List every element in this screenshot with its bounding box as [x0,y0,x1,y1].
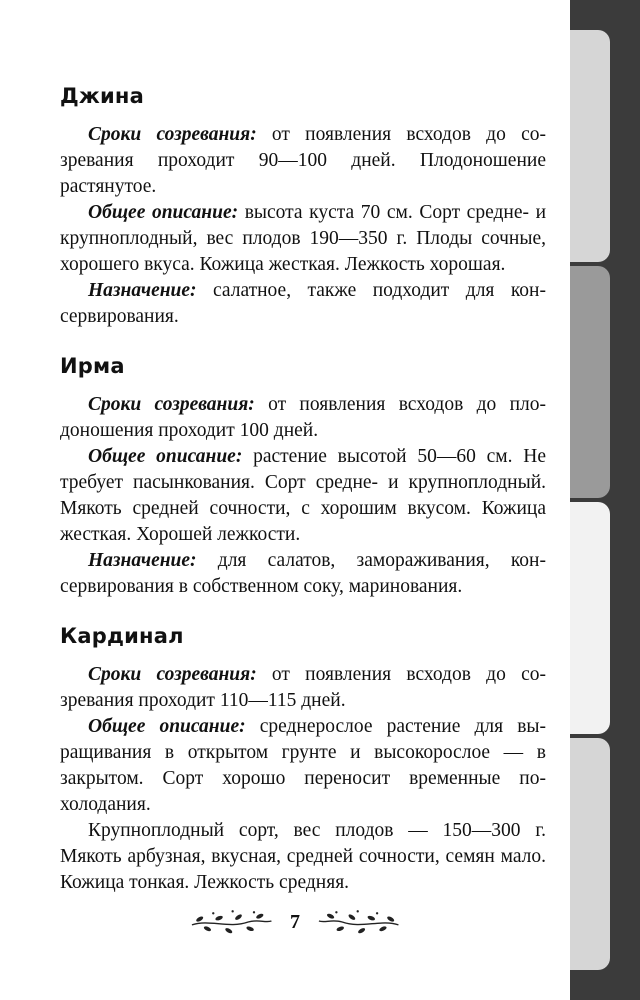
page-content [60,84,546,920]
paragraph-text: от появления всходов до созревания проходит 110—115 дней. [60,664,546,711]
paragraph-label: Назначение: [88,280,197,301]
paragraph [60,818,546,896]
section-tab-rail [570,0,640,1000]
section-tab-2[interactable] [570,266,610,498]
paragraph [60,662,546,714]
paragraph-label: Сроки созревания: [88,664,257,685]
variety-title: Кардинал [60,624,184,648]
paragraph-text: растение высотой 50—60 см. Не требует пасынкования. Сорт средне- и крупноплодный. Мякоть средней сочности, с хорошим вкусом. Кожица жесткая. Хорошей лежкости. [60,446,546,545]
paragraph [60,714,546,818]
paragraph-label: Общее описание: [88,202,239,223]
page-footer [190,902,400,942]
paragraph-text: от появления всходов до созревания проходит 90—100 дней. Плодоношение растянутое. [60,124,546,197]
paragraph-label: Сроки созревания: [88,124,257,145]
page-number: 7 [290,910,300,933]
floral-ornament-icon [317,907,400,937]
variety-section-kardinal [60,624,546,896]
variety-section-irma [60,354,546,600]
paragraph [60,548,546,600]
variety-title: Ирма [60,354,125,378]
section-tab-3[interactable] [570,502,610,734]
paragraph-label: Общее описание: [88,446,243,467]
paragraph [60,200,546,278]
paragraph [60,278,546,330]
paragraph-label: Сроки созревания: [88,394,255,415]
paragraph-label: Назначение: [88,550,197,571]
paragraph-text: для салатов, замораживания, консервирования в собственном соку, маринования. [60,550,546,597]
paragraph-text: от появления всходов до плодоношения проходит 100 дней. [60,394,546,441]
variety-title: Джина [60,84,144,108]
paragraph [60,122,546,200]
paragraph-text: Крупноплодный сорт, вес плодов — 150—300 г. Мякоть арбузная, вкусная, средней сочности, семян мало. Кожица тонкая. Лежкость средняя. [60,820,546,893]
section-tab-1[interactable] [570,30,610,262]
paragraph-text: салатное, также подходит для консервирования. [60,280,546,327]
paragraph-text: среднерослое растение для выращивания в открытом грунте и высокорослое — в закрытом. Сорт хорошо переносит временные похолодания. [60,716,546,815]
paragraph-text: высота куста 70 см. Сорт средне- и крупноплодный, вес плодов 190—350 г. Плоды сочные, хорошего вкуса. Кожица жесткая. Лежкость хорошая. [60,202,547,275]
paragraph-label: Общее описание: [88,716,246,737]
paragraph [60,444,546,548]
paragraph [60,392,546,444]
floral-ornament-icon [190,907,273,937]
variety-section-dzhina [60,84,546,330]
section-tab-4[interactable] [570,738,610,970]
